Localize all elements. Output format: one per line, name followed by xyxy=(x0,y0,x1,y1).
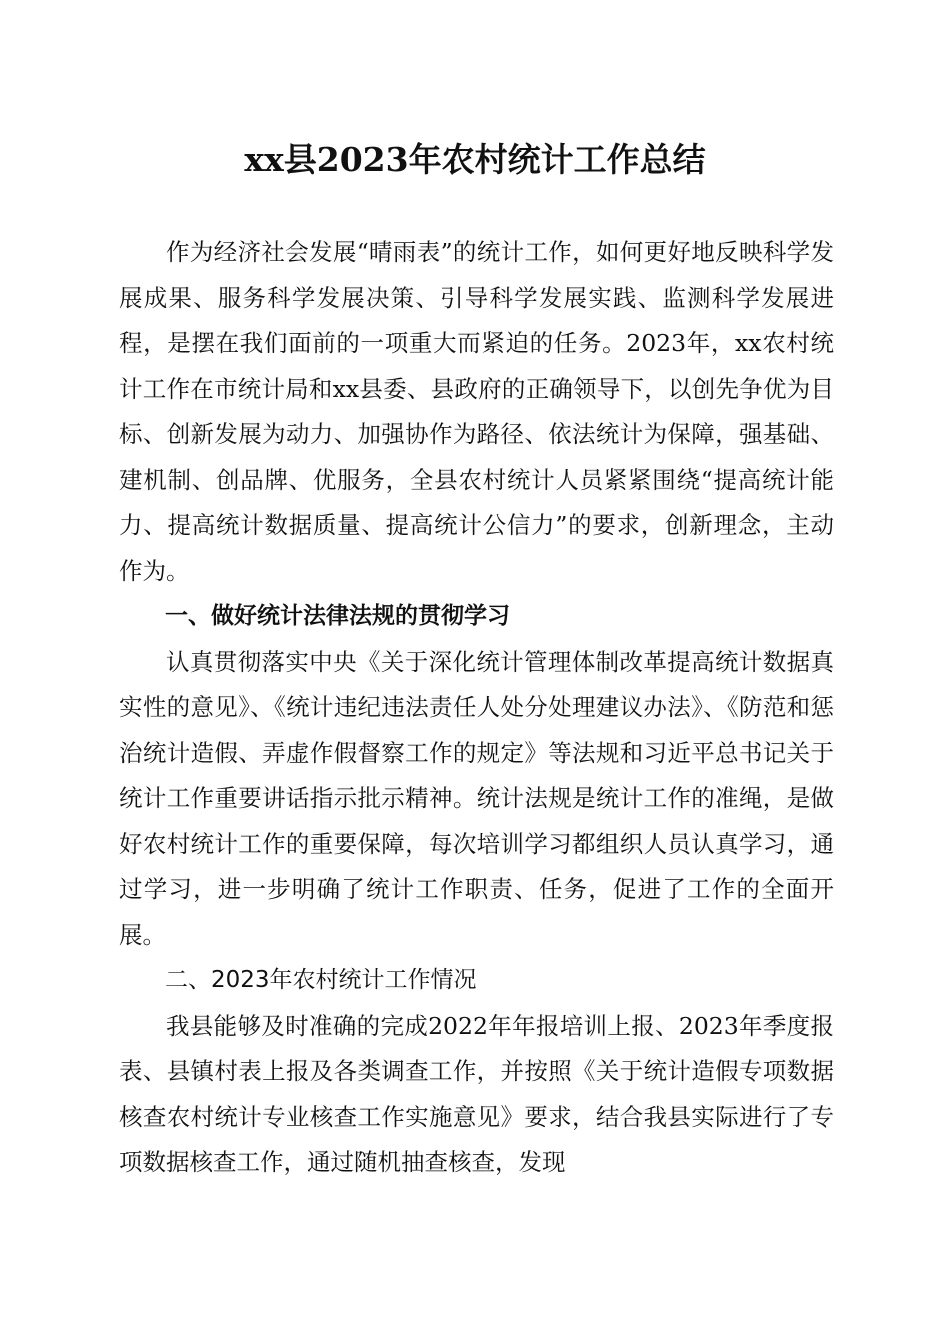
section-1-paragraph: 认真贯彻落实中央《关于深化统计管理体制改革提高统计数据真实性的意见》、《统计违纪违法责任人处分处理建议办法》、《防范和惩治统计造假、弄虚作假督察工作的规定》等法规和习近平总书记关于统计工作重要讲话指示批示精神。统计法规是统计工作的准绳，是做好农村统计工作的重要保障，每次培训学习都组织人员认真学习，通过学习，进一步明确了统计工作职责、任务，促进了工作的全面开展。 xyxy=(119,647,834,949)
section-heading-1: 一、做好统计法律法规的贯彻学习 xyxy=(165,603,510,629)
section-heading-2: 二、2023年农村统计工作情况 xyxy=(165,967,477,993)
intro-paragraph: 作为经济社会发展“晴雨表”的统计工作，如何更好地反映科学发展成果、服务科学发展决策、引导科学发展实践、监测科学发展进程，是摆在我们面前的一项重大而紧迫的任务。2023年，xx农村统计工作在市统计局和xx县委、县政府的正确领导下，以创先争优为目标、创新发展为动力、加强协作为路径、依法统计为保障，强基础、建机制、创品牌、优服务，全县农村统计人员紧紧围绕“提高统计能力、提高统计数据质量、提高统计公信力”的要求，创新理念，主动作为。 xyxy=(119,238,834,585)
section-2-paragraph: 我县能够及时准确的完成2022年年报培训上报、2023年季度报表、县镇村表上报及各类调查工作，并按照《关于统计造假专项数据核查农村统计专业核查工作实施意见》要求，结合我县实际进行了专项数据核查工作，通过随机抽查核查，发现 xyxy=(119,1011,834,1176)
document-body xyxy=(119,230,834,1186)
document-title: xx县2023年农村统计工作总结 xyxy=(244,140,706,179)
